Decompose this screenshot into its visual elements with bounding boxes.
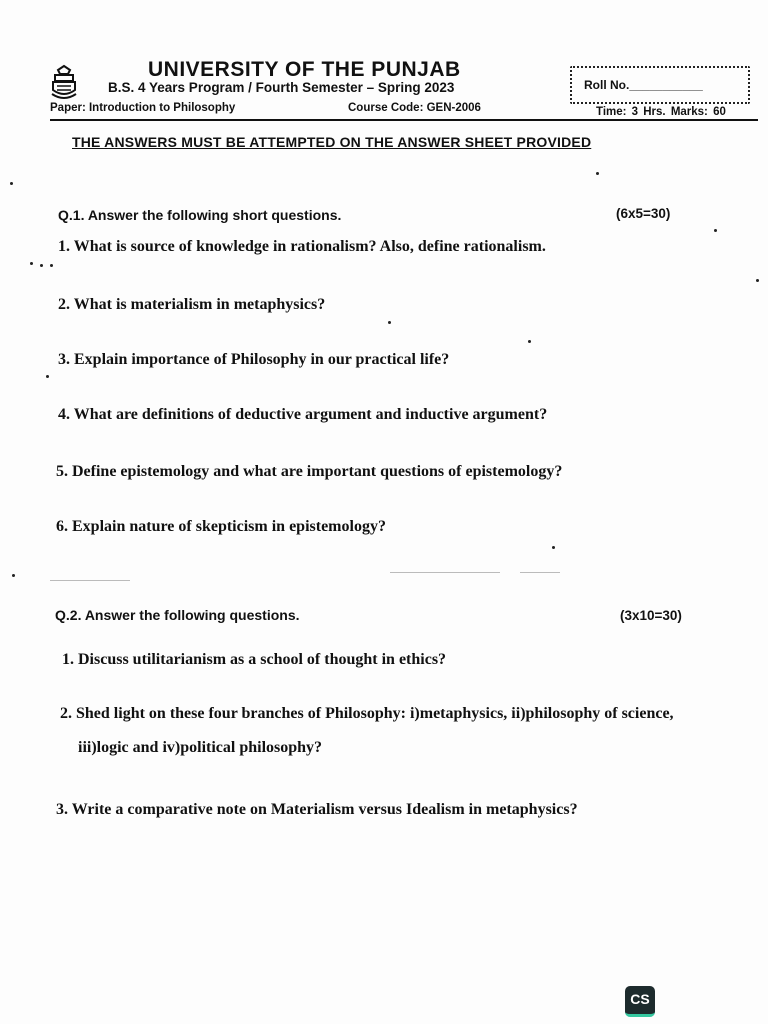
- scan-speck: [528, 340, 531, 343]
- q1-item-6: 6. Explain nature of skepticism in epistemology?: [56, 518, 386, 535]
- scan-smudge: [390, 572, 500, 573]
- scan-speck: [12, 574, 15, 577]
- university-name: UNIVERSITY OF THE PUNJAB: [148, 58, 461, 81]
- scan-smudge: [520, 572, 560, 573]
- q1-item-1: 1. What is source of knowledge in rationalism? Also, define rationalism.: [58, 238, 546, 255]
- scan-speck: [50, 264, 53, 267]
- camscanner-logo: CS: [625, 986, 655, 1017]
- roll-number-label: Roll No.___________: [584, 78, 703, 92]
- q2-item-3: 3. Write a comparative note on Materialism versus Idealism in metaphysics?: [56, 801, 578, 818]
- q1-marks: (6x5=30): [616, 206, 671, 221]
- scan-speck: [552, 546, 555, 549]
- q2-item-1: 1. Discuss utilitarianism as a school of thought in ethics?: [62, 651, 447, 668]
- q1-item-4: 4. What are definitions of deductive argument and inductive argument?: [58, 406, 548, 423]
- course-code: Course Code: GEN-2006: [348, 102, 481, 114]
- scan-speck: [30, 262, 33, 265]
- q2-item-2-continued: iii)logic and iv)political philosophy?: [78, 739, 323, 756]
- paper-title: Paper: Introduction to Philosophy: [50, 102, 236, 114]
- program-line: B.S. 4 Years Program / Fourth Semester – Spring 2023: [108, 80, 455, 95]
- header-divider: [50, 119, 758, 121]
- q2-item-2: 2. Shed light on these four branches of Philosophy: i)metaphysics, ii)philosophy of science,: [60, 705, 674, 722]
- time-and-marks: Time: 3 Hrs. Marks: 60: [596, 106, 726, 118]
- q2-heading: Q.2. Answer the following questions.: [55, 607, 300, 623]
- q1-item-2: 2. What is materialism in metaphysics?: [58, 296, 326, 313]
- scan-speck: [46, 375, 49, 378]
- q1-item-5: 5. Define epistemology and what are important questions of epistemology?: [56, 463, 563, 480]
- scan-speck: [714, 229, 717, 232]
- scan-speck: [388, 321, 391, 324]
- q2-marks: (3x10=30): [620, 608, 682, 623]
- answer-instruction: THE ANSWERS MUST BE ATTEMPTED ON THE ANSWER SHEET PROVIDED: [72, 134, 592, 150]
- scan-speck: [10, 182, 13, 185]
- scan-speck: [596, 172, 599, 175]
- q1-item-3: 3. Explain importance of Philosophy in our practical life?: [58, 351, 450, 368]
- q1-heading: Q.1. Answer the following short questions.: [58, 207, 342, 223]
- scan-speck: [40, 264, 43, 267]
- scan-smudge: [50, 580, 130, 581]
- scan-speck: [756, 279, 759, 282]
- university-crest-icon: [48, 64, 80, 100]
